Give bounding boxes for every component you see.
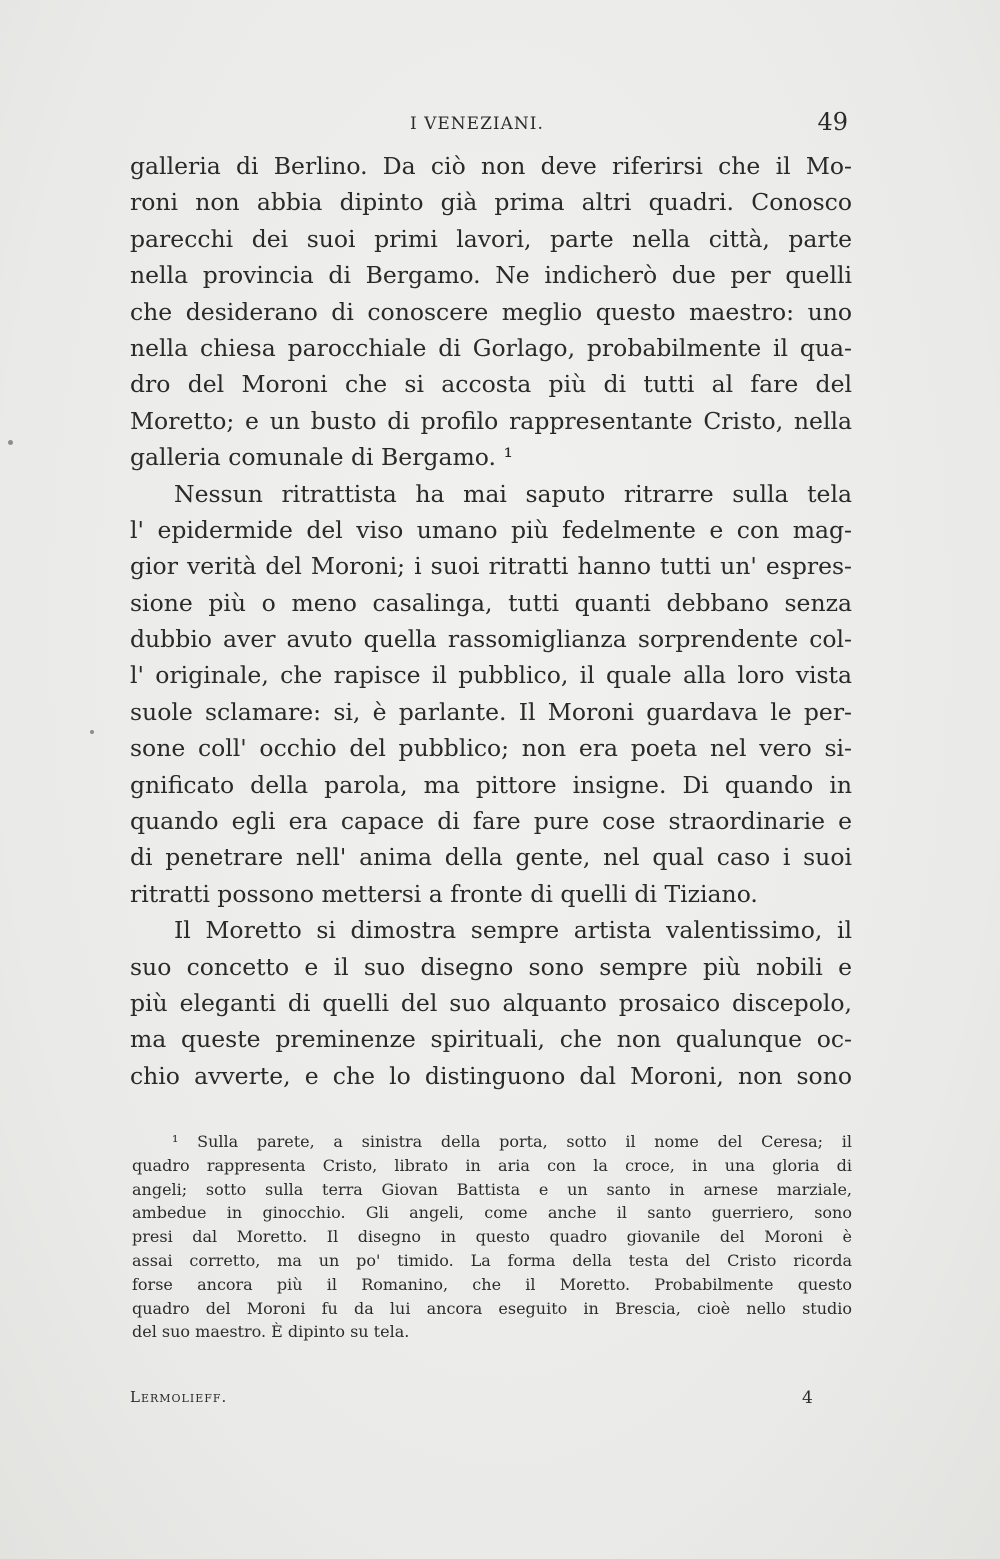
footnote-line: presi dal Moretto. Il disegno in questo quadro giovanile del Moroni è <box>132 1227 852 1247</box>
text-line: di penetrare nell' anima della gente, nel qual caso i suoi <box>130 843 852 872</box>
signature-mark: Lermolieff. <box>130 1388 228 1406</box>
footnote-line: assai corretto, ma un po' timido. La forma della testa del Cristo ricorda <box>132 1250 852 1270</box>
text-line: ma queste preminenze spirituali, che non qualunque oc- <box>130 1025 852 1054</box>
text-line: Nessun ritrattista ha mai saputo ritrarre sulla tela <box>174 479 852 508</box>
footnote-line: ambedue in ginocchio. Gli angeli, come anche il santo guerriero, sono <box>132 1203 852 1223</box>
text-line: Il Moretto si dimostra sempre artista valentissimo, il <box>174 916 852 945</box>
page-number: 49 <box>817 108 848 136</box>
text-line: gior verità del Moroni; i suoi ritratti hanno tutti un' espres- <box>130 552 852 581</box>
text-line: chio avverte, e che lo distinguono dal Moroni, non sono <box>130 1061 852 1090</box>
footnote-line: ¹ Sulla parete, a sinistra della porta, sotto il nome del Ceresa; il <box>172 1132 852 1151</box>
running-title: I VENEZIANI. <box>410 114 544 134</box>
ink-speck <box>90 730 94 734</box>
text-line: dro del Moroni che si accosta più di tutti al fare del <box>130 370 852 399</box>
text-line: parecchi dei suoi primi lavori, parte nella città, parte <box>130 224 852 253</box>
sheet-number: 4 <box>802 1388 813 1408</box>
text-line: che desiderano di conoscere meglio questo maestro: uno <box>130 297 852 326</box>
text-line: Moretto; e un busto di profilo rappresentante Cristo, nella <box>130 406 852 435</box>
text-line: suo concetto e il suo disegno sono sempre più nobili e <box>130 952 852 981</box>
footnote-line: quadro del Moroni fu da lui ancora eseguito in Brescia, cioè nello studio <box>132 1298 852 1318</box>
text-line: ritratti possono mettersi a fronte di quelli di Tiziano. <box>130 879 758 908</box>
text-line: nella provincia di Bergamo. Ne indicherò due per quelli <box>130 261 852 290</box>
text-line: nella chiesa parocchiale di Gorlago, probabilmente il qua- <box>130 333 852 362</box>
text-line: sone coll' occhio del pubblico; non era poeta nel vero si- <box>130 734 852 763</box>
text-line: galleria comunale di Bergamo. ¹ <box>130 443 513 472</box>
text-line: roni non abbia dipinto già prima altri quadri. Conosco <box>130 188 852 217</box>
footnote-line: quadro rappresenta Cristo, librato in aria con la croce, in una gloria di <box>132 1155 852 1175</box>
ink-speck <box>8 440 13 445</box>
text-line: sione più o meno casalinga, tutti quanti debbano senza <box>130 588 852 617</box>
text-line: gnificato della parola, ma pittore insigne. Di quando in <box>130 770 852 799</box>
footnote-line: angeli; sotto sulla terra Giovan Battista e un santo in arnese marziale, <box>132 1179 852 1199</box>
text-line: l' originale, che rapisce il pubblico, il quale alla loro vista <box>130 661 852 690</box>
text-line: suole sclamare: si, è parlante. Il Moroni guardava le per- <box>130 697 852 726</box>
footnote-line: del suo maestro. È dipinto su tela. <box>132 1322 410 1342</box>
footnote <box>132 1130 852 1344</box>
text-line: galleria di Berlino. Da ciò non deve riferirsi che il Mo- <box>130 152 852 180</box>
page-footer <box>130 1388 852 1414</box>
text-line: dubbio aver avuto quella rassomiglianza sorprendente col- <box>130 625 852 654</box>
main-text <box>130 148 852 1094</box>
text-line: più eleganti di quelli del suo alquanto prosaico discepolo, <box>130 988 852 1017</box>
footnote-line: forse ancora più il Romanino, che il Moretto. Probabilmente questo <box>132 1274 852 1294</box>
text-line: quando egli era capace di fare pure cose straordinarie e <box>130 807 852 836</box>
running-head <box>130 108 852 138</box>
text-line: l' epidermide del viso umano più fedelmente e con mag- <box>130 515 852 544</box>
